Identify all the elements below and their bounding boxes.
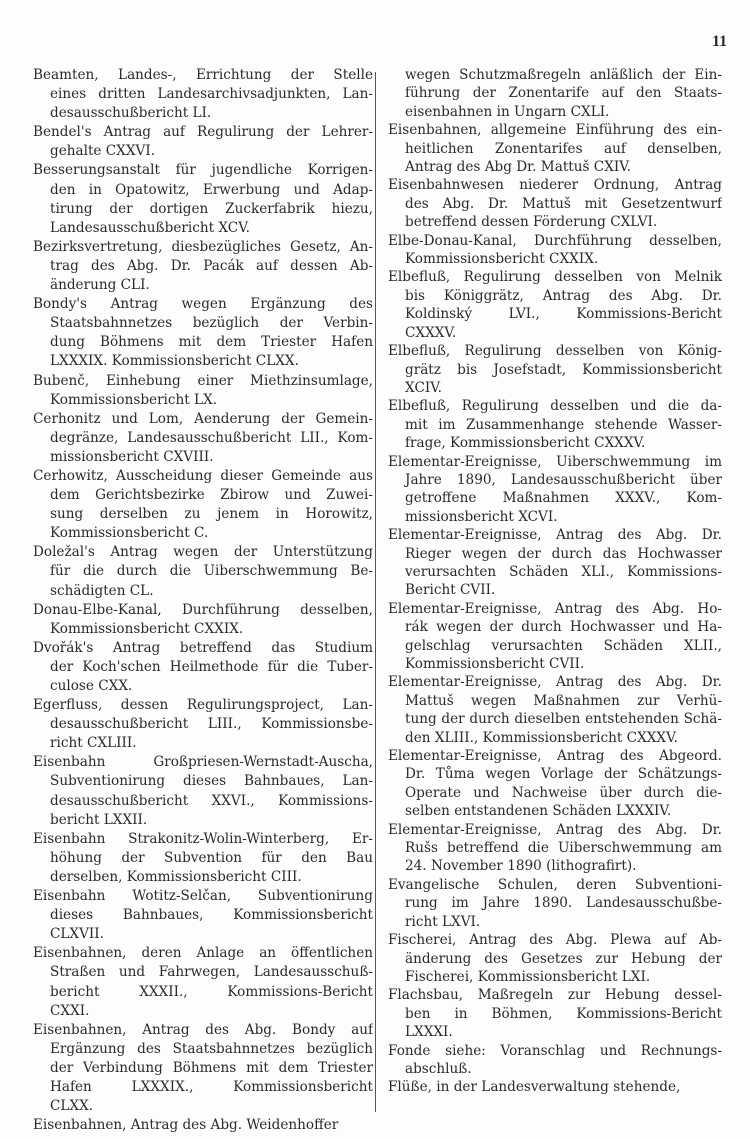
entry-line: rung im Jahre 1890. Landesausschußbe-	[405, 895, 722, 912]
entry-line: Jahre 1890, Landesausschußbericht über	[405, 471, 722, 488]
entry-heading-line: Elbe-Donau-Kanal, Durchführung desselben,	[388, 232, 722, 249]
index-entry	[33, 295, 373, 371]
entry-heading-line: Elbefluß, Regulirung desselben und die da-	[388, 398, 722, 415]
entry-line: dieses Bahnbaues, Kommissionsbericht	[50, 907, 373, 924]
index-entry	[33, 830, 373, 887]
index-entry	[388, 66, 722, 121]
entry-heading-line: Cerhowitz, Ausscheidung dieser Gemeinde aus	[33, 467, 373, 484]
index-entry	[33, 467, 373, 543]
index-entry	[388, 986, 722, 1041]
entry-line: selben entstandenen Schäden LXXXIV.	[405, 803, 672, 820]
entry-line: bericht LXXII.	[50, 811, 148, 828]
entry-line: Kommissionsbericht CXXIX.	[405, 251, 599, 268]
entry-line: Subventionirung dieses Bahnbaues, Lan-	[50, 773, 373, 790]
index-entry	[33, 1021, 373, 1116]
entry-line: LXXXIX. Kommissionsbericht CLXX.	[50, 353, 299, 370]
entry-heading-line: Cerhonitz und Lom, Aenderung der Gemein-	[33, 410, 373, 427]
index-entry	[33, 123, 373, 161]
entry-line: Landesausschußbericht XCV.	[50, 219, 250, 236]
index-entry	[388, 176, 722, 231]
entry-heading-line: Eisenbahnen, allgemeine Einführung des ein-	[388, 122, 722, 139]
entry-line: mit im Zusammenhange stehende Wasser-	[405, 416, 722, 433]
entry-line: frage, Kommissionsbericht CXXXV.	[405, 435, 646, 452]
index-entry	[388, 747, 722, 821]
index-entry	[33, 543, 373, 600]
entry-line: wegen Schutzmaßregeln anläßlich der Ein-	[405, 67, 722, 83]
entry-heading-line: Elbefluß, Regulirung desselben von König-	[388, 343, 722, 360]
index-entry	[33, 410, 373, 467]
entry-heading-line: Fischerei, Antrag des Abg. Plewa auf Ab-	[388, 932, 722, 949]
entry-line: Dr. Tůma wegen Vorlage der Schätzungs-	[405, 766, 722, 783]
index-entry	[33, 639, 373, 696]
entry-heading-line: Eisenbahnen, deren Anlage an öffentlichen	[33, 945, 373, 962]
entry-heading-line: Elementar-Ereignisse, Antrag des Abg. Dr.	[388, 527, 722, 544]
entry-line: desausschußbericht LI.	[50, 105, 212, 122]
entry-line: änderung CLI.	[50, 277, 150, 294]
entry-line: tirung der dortigen Zuckerfabrik hiezu,	[50, 200, 373, 217]
entry-heading-line: Bendel's Antrag auf Regulirung der Lehrer-	[33, 124, 373, 141]
entry-line: tung der durch dieselben entstehenden Schä-	[405, 711, 722, 728]
entry-line: führung der Zonentarife auf den Staats-	[405, 85, 722, 102]
entry-line: LXXXI.	[405, 1024, 453, 1041]
entry-line: richt CXLIII.	[50, 735, 137, 752]
entry-line: heitlichen Zonentarifes auf denselben,	[405, 140, 722, 157]
entry-heading-line: Evangelische Schulen, deren Subventioni-	[388, 876, 722, 893]
index-entry	[388, 232, 722, 269]
entry-line: Operate und Nachweise über durch die-	[405, 784, 722, 801]
index-entry	[388, 342, 722, 397]
entry-line: trag des Abg. Dr. Pacák auf dessen Ab-	[50, 257, 373, 274]
entry-heading-line: Dvořák's Antrag betreffend das Studium	[33, 639, 373, 656]
index-entry	[388, 121, 722, 176]
entry-line: höhung der Subvention für den Bau	[50, 849, 373, 866]
entry-line: Hafen LXXXIX., Kommissionsbericht	[50, 1078, 373, 1095]
left-index-column	[33, 66, 373, 1135]
entry-line: Antrag des Abg Dr. Mattuš CXIV.	[405, 159, 632, 176]
index-entry	[33, 944, 373, 1020]
entry-heading-line: Eisenbahnen, Antrag des Abg. Bondy auf	[33, 1021, 373, 1038]
entry-line: der Verbindung Böhmens mit dem Triester	[50, 1059, 373, 1076]
entry-heading-line: Egerfluss, dessen Regulirungsproject, Lan-	[33, 697, 373, 714]
index-entry	[33, 161, 373, 237]
entry-line: Kommissionsbericht CVII.	[405, 656, 585, 672]
entry-line: missionsbericht XCVI.	[405, 508, 558, 525]
entry-line: änderung des Gesetzes zur Hebung der	[405, 950, 722, 967]
entry-heading-line: Elementar-Ereignisse, Antrag des Abg. Dr.	[388, 821, 722, 838]
entry-line: Staatsbahnnetzes bezüglich der Verbin-	[50, 315, 373, 332]
entry-line: rák wegen der durch Hochwasser und Ha-	[405, 619, 722, 636]
index-entry	[388, 931, 722, 986]
entry-line: 24. November 1890 (lithografirt).	[405, 858, 637, 875]
entry-line: Rieger wegen der durch das Hochwasser	[405, 545, 722, 562]
entry-heading-line: Elementar-Ereignisse, Antrag des Abg. Ho-	[388, 600, 722, 617]
entry-line: den XLIII., Kommissionsbericht CXXXV.	[405, 729, 678, 746]
entry-heading-line: Eisenbahnen, Antrag des Abg. Weidenhoffer	[33, 1117, 339, 1134]
entry-line: Koldinský LVI., Kommissions-Bericht	[405, 306, 722, 323]
entry-line: getroffene Maßnahmen XXXV., Kom-	[405, 490, 722, 507]
entry-line: Rušs betreffend die Uiberschwemmung am	[405, 840, 722, 857]
entry-heading-line: Bezirksvertretung, diesbezügliches Gesetz, An-	[33, 238, 373, 255]
entry-line: eines dritten Landesarchivsadjunkten, Lan-	[50, 86, 373, 103]
index-entry	[388, 268, 722, 342]
entry-heading-line: Donau-Elbe-Kanal, Durchführung desselben,	[33, 601, 373, 618]
entry-line: den in Opatowitz, Erwerbung und Adap-	[50, 181, 373, 198]
entry-line: eisenbahnen in Ungarn CXLI.	[405, 103, 610, 120]
entry-heading-line: Eisenbahn Großpriesen-Wernstadt-Auscha,	[33, 754, 373, 771]
right-index-column	[388, 66, 722, 1097]
index-entry	[33, 753, 373, 829]
column-divider	[375, 72, 376, 1112]
entry-heading-line: Elementar-Ereignisse, Antrag des Abgeord.	[388, 748, 722, 765]
index-entry	[33, 66, 373, 123]
index-entry	[33, 372, 373, 410]
index-entry	[33, 1116, 373, 1135]
entry-heading-line: Eisenbahn Wotitz-Selčan, Subventionirung	[33, 888, 373, 905]
entry-line: bericht XXXII., Kommissions-Bericht	[50, 983, 373, 1000]
entry-line: gehalte CXXVI.	[50, 143, 156, 160]
index-entry	[388, 526, 722, 600]
entry-line: CXXXV.	[405, 324, 457, 341]
entry-line: derselben, Kommissionsbericht CIII.	[50, 868, 302, 885]
entry-line: culose CXX.	[50, 678, 133, 694]
entry-line: desausschußbericht LIII., Kommissionsbe-	[50, 716, 373, 733]
entry-heading-line: Eisenbahn Strakonitz-Wolin-Winterberg, Er-	[33, 830, 373, 847]
entry-heading-line: Beamten, Landes-, Errichtung der Stelle	[33, 67, 373, 83]
entry-heading-line: Flüße, in der Landesverwaltung stehende,	[388, 1079, 681, 1096]
entry-line: des Abg. Dr. Mattuš mit Gesetzentwurf	[405, 195, 722, 212]
entry-line: grätz bis Josefstadt, Kommissionsbericht	[405, 361, 722, 378]
entry-heading-line: Elementar-Ereignisse, Antrag des Abg. Dr.	[388, 674, 722, 691]
entry-line: sung derselben zu jenem in Horowitz,	[50, 506, 373, 523]
entry-line: CLXX.	[50, 1098, 94, 1115]
index-entry	[33, 887, 373, 944]
entry-heading-line: Doležal's Antrag wegen der Unterstützung	[33, 544, 373, 561]
entry-line: richt LXVI.	[405, 913, 481, 930]
index-entry	[388, 600, 722, 674]
entry-line: abschluß.	[405, 1060, 472, 1077]
entry-heading-line: Fonde siehe: Voranschlag und Rechnungs-	[388, 1042, 722, 1059]
entry-line: gelschlag verursachten Schäden XLII.,	[405, 637, 722, 654]
entry-line: verursachten Schäden XLI., Kommissions-	[405, 563, 722, 580]
entry-line: Ergänzung des Staatsbahnnetzes bezüglich	[50, 1040, 373, 1057]
page-number: 11	[712, 33, 728, 50]
entry-heading-line: Eisenbahnwesen niederer Ordnung, Antrag	[388, 177, 722, 194]
entry-heading-line: Elementar-Ereignisse, Uiberschwemmung im	[388, 453, 722, 470]
index-entry	[388, 876, 722, 931]
entry-line: Kommissionsbericht C.	[50, 525, 209, 542]
entry-line: der Koch'schen Heilmethode für die Tuber-	[50, 658, 373, 675]
entry-line: Bericht CVII.	[405, 582, 496, 599]
entry-line: bis Königgrätz, Antrag des Abg. Dr.	[405, 287, 722, 304]
entry-line: für die durch die Uiberschwemmung Be-	[50, 563, 373, 580]
entry-line: Kommissionsbericht LX.	[50, 391, 218, 408]
index-entry	[388, 673, 722, 747]
index-entry	[388, 453, 722, 527]
entry-line: Straßen und Fahrwegen, Landesausschuß-	[50, 964, 373, 981]
entry-line: desausschußbericht XXVI., Kommissions-	[50, 792, 373, 809]
index-entry	[388, 397, 722, 452]
entry-line: Kommissionsbericht CXXIX.	[50, 620, 244, 637]
entry-heading-line: Flachsbau, Maßregeln zur Hebung dessel-	[388, 987, 722, 1004]
entry-line: missionsbericht CXVIII.	[50, 448, 214, 465]
entry-line: CLXVII.	[50, 926, 104, 943]
index-entry	[33, 601, 373, 639]
entry-line: schädigten CL.	[50, 582, 154, 599]
entry-line: betreffend dessen Förderung CXLVI.	[405, 214, 658, 231]
entry-heading-line: Besserungsanstalt für jugendliche Korrigen-	[33, 162, 373, 179]
entry-line: ben in Böhmen, Kommissions-Bericht	[405, 1005, 722, 1022]
index-entry	[388, 1042, 722, 1079]
entry-line: Mattuš wegen Maßnahmen zur Verhü-	[405, 692, 722, 709]
entry-heading-line: Bondy's Antrag wegen Ergänzung des	[33, 296, 373, 313]
entry-line: dung Böhmens mit dem Triester Hafen	[50, 334, 373, 351]
entry-line: dem Gerichtsbezirke Zbirow und Zuwei-	[50, 487, 373, 504]
index-entry	[388, 821, 722, 876]
entry-line: CXXI.	[50, 1002, 90, 1019]
entry-heading-line: Bubenč, Einhebung einer Miethzinsumlage,	[33, 372, 373, 389]
index-entry	[388, 1078, 722, 1096]
entry-heading-line: Elbefluß, Regulirung desselben von Melnik	[388, 269, 722, 286]
index-entry	[33, 696, 373, 753]
entry-line: Fischerei, Kommissionsbericht LXI.	[405, 968, 651, 985]
entry-line: degränze, Landesausschußbericht LII., Kom-	[50, 429, 373, 446]
index-entry	[33, 238, 373, 295]
entry-line: XCIV.	[405, 379, 442, 396]
